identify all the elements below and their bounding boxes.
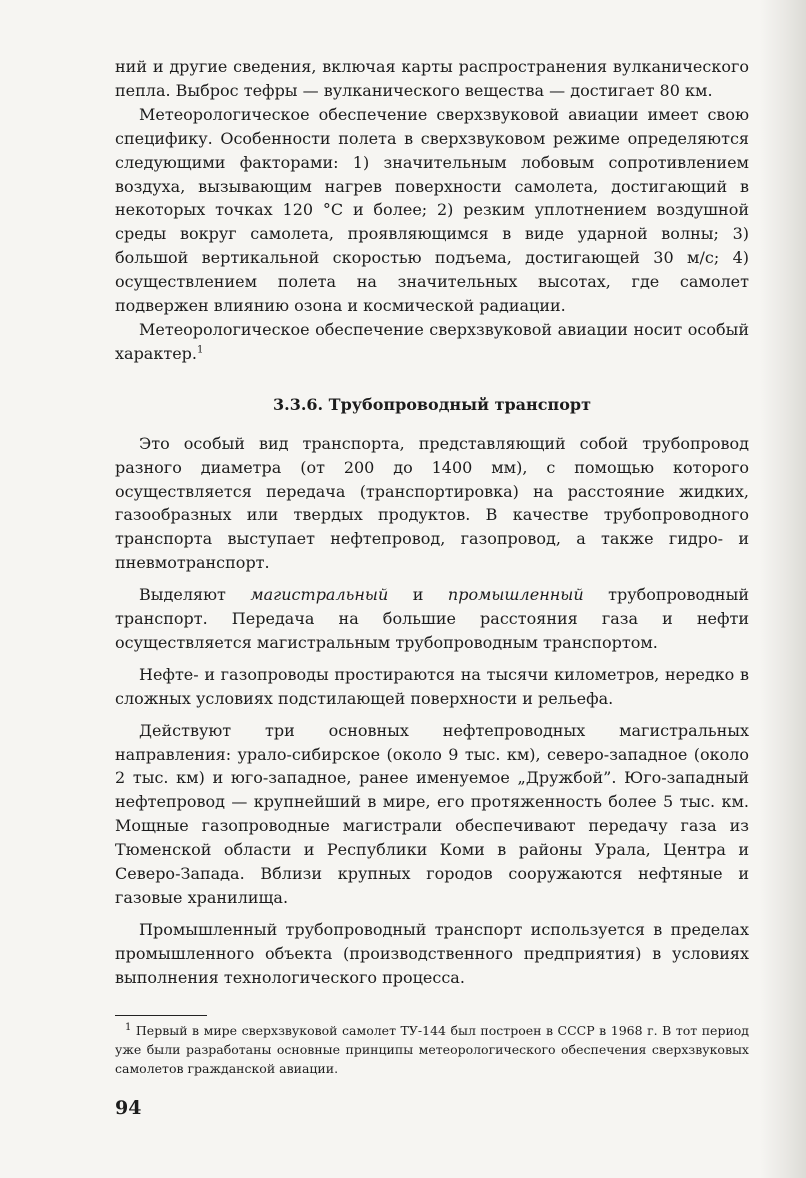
paragraph-supersonic-note <box>115 318 749 366</box>
page-number: 94 <box>115 1097 142 1119</box>
footnote-paragraph <box>115 1021 749 1078</box>
paragraph-continuation: ний и другие сведения, включая карты распространения вулканического пепла. Выброс тефры — вулканического вещества — достигает 80 км. <box>115 57 749 100</box>
paragraph-supersonic-note-text: Метеорологическое обеспечение сверхзвуковой авиации носит особый характер. <box>115 319 749 363</box>
main-text <box>115 55 749 990</box>
footnote-text: Первый в мире сверхзвуковой самолет ТУ-144 был построен в СССР в 1968 г. В тот период уже были разработаны основные принципы метеорологического обеспечения сверхзвуковых самолетов гражданской авиации. <box>115 1023 749 1076</box>
paragraph-supersonic: Метеорологическое обеспечение сверхзвуковой авиации имеет свою специфику. Особенности полета в сверхзвуковом режиме определяются следующими факторами: 1) значительным лобовым сопротивлением воздуха, вызывающим нагрев поверхности самолета, достигающий в некоторых точках 120 °С и более; 2) резким уплотнением воздушной среды вокруг самолета, проявляющимся в виде ударной волны; 3) большой вертикальной скоростью подъема, достигающей 30 м/с; 4) осуществлением полета на значительных высотах, где самолет подвержен влиянию озона и космической радиации. <box>115 104 749 316</box>
paragraph-main-directions: Действуют три основных нефтепроводных магистральных направления: урало-сибирское (около 9 тыс. км), северо-западное (около 2 тыс. км) и юго-западное, ранее именуемое „Дружбой”. Юго-западный нефтепровод — крупнейший в мире, его протяженность более 5 тыс. км. Мощные газопроводные магистрали обеспечивают передачу газа из Тюменской области и Республики Коми в районы Урала, Центра и Северо-Запада. Вблизи крупных городов сооружаются нефтяные и газовые хранилища. <box>115 720 749 907</box>
footnote-marker: 1 <box>197 344 204 356</box>
term-industrial: промышленный <box>447 585 584 605</box>
types-post: трубопроводный транспорт. Передача на большие расстояния газа и нефти осуществляется магистральным трубопроводным транспортом. <box>115 585 749 652</box>
term-trunk: магистральный <box>250 585 389 605</box>
paragraph-pipeline-types <box>115 583 749 655</box>
footnote-divider <box>115 1015 207 1016</box>
page-edge-shadow <box>760 0 806 1178</box>
paragraph-industrial-pipeline: Промышленный трубопроводный транспорт используется в пределах промышленного объекта (производственного предприятия) в условиях выполнения технологического процесса. <box>115 919 749 987</box>
paragraph-pipelines-length: Нефте- и газопроводы простираются на тысячи километров, нередко в сложных условиях подстилающей поверхности и рельефа. <box>115 664 749 708</box>
types-mid: и <box>388 585 448 605</box>
types-pre: Выделяют <box>139 585 251 605</box>
footnote <box>115 1021 749 1078</box>
paragraph-pipeline-definition: Это особый вид транспорта, представляющий собой трубопровод разного диаметра (от 200 до 1400 мм), с помощью которого осуществляется передача (транспортировка) на расстояние жидких, газообразных или твердых продуктов. В качестве трубопроводного транспорта выступает нефтепровод, газопровод, а также гидро- и пневмотранспорт. <box>115 433 749 573</box>
section-heading: 3.3.6. Трубопроводный транспорт <box>273 394 591 414</box>
footnote-number: 1 <box>125 1021 132 1033</box>
